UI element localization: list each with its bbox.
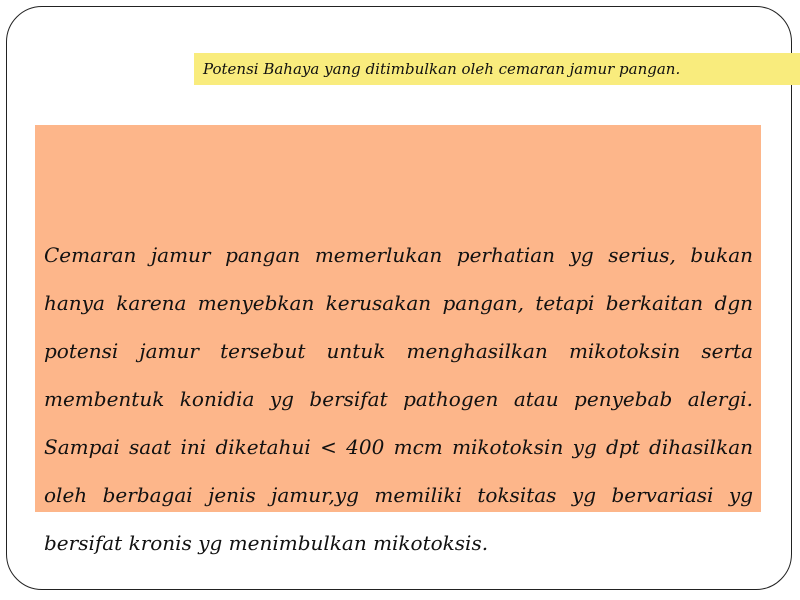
- content-box: [35, 125, 761, 555]
- title-banner: [194, 53, 800, 85]
- slide-title: Potensi Bahaya yang ditimbulkan oleh cemaran jamur pangan.: [203, 60, 681, 78]
- body-paragraph: Cemaran jamur pangan memerlukan perhatian yg serius, bukan hanya karena menyebkan kerusakan pangan, tetapi berkaitan dgn potensi jamur tersebut untuk menghasilkan mikotoksin serta membentuk konidia yg bersifat pathogen atau penyebab alergi. Sampai saat ini diketahui < 400 mcm mikotoksin yg dpt dihasilkan oleh berbagai jenis jamur,yg memiliki toksitas yg bervariasi yg bersifat kronis yg menimbulkan mikotoksis.: [44, 243, 753, 555]
